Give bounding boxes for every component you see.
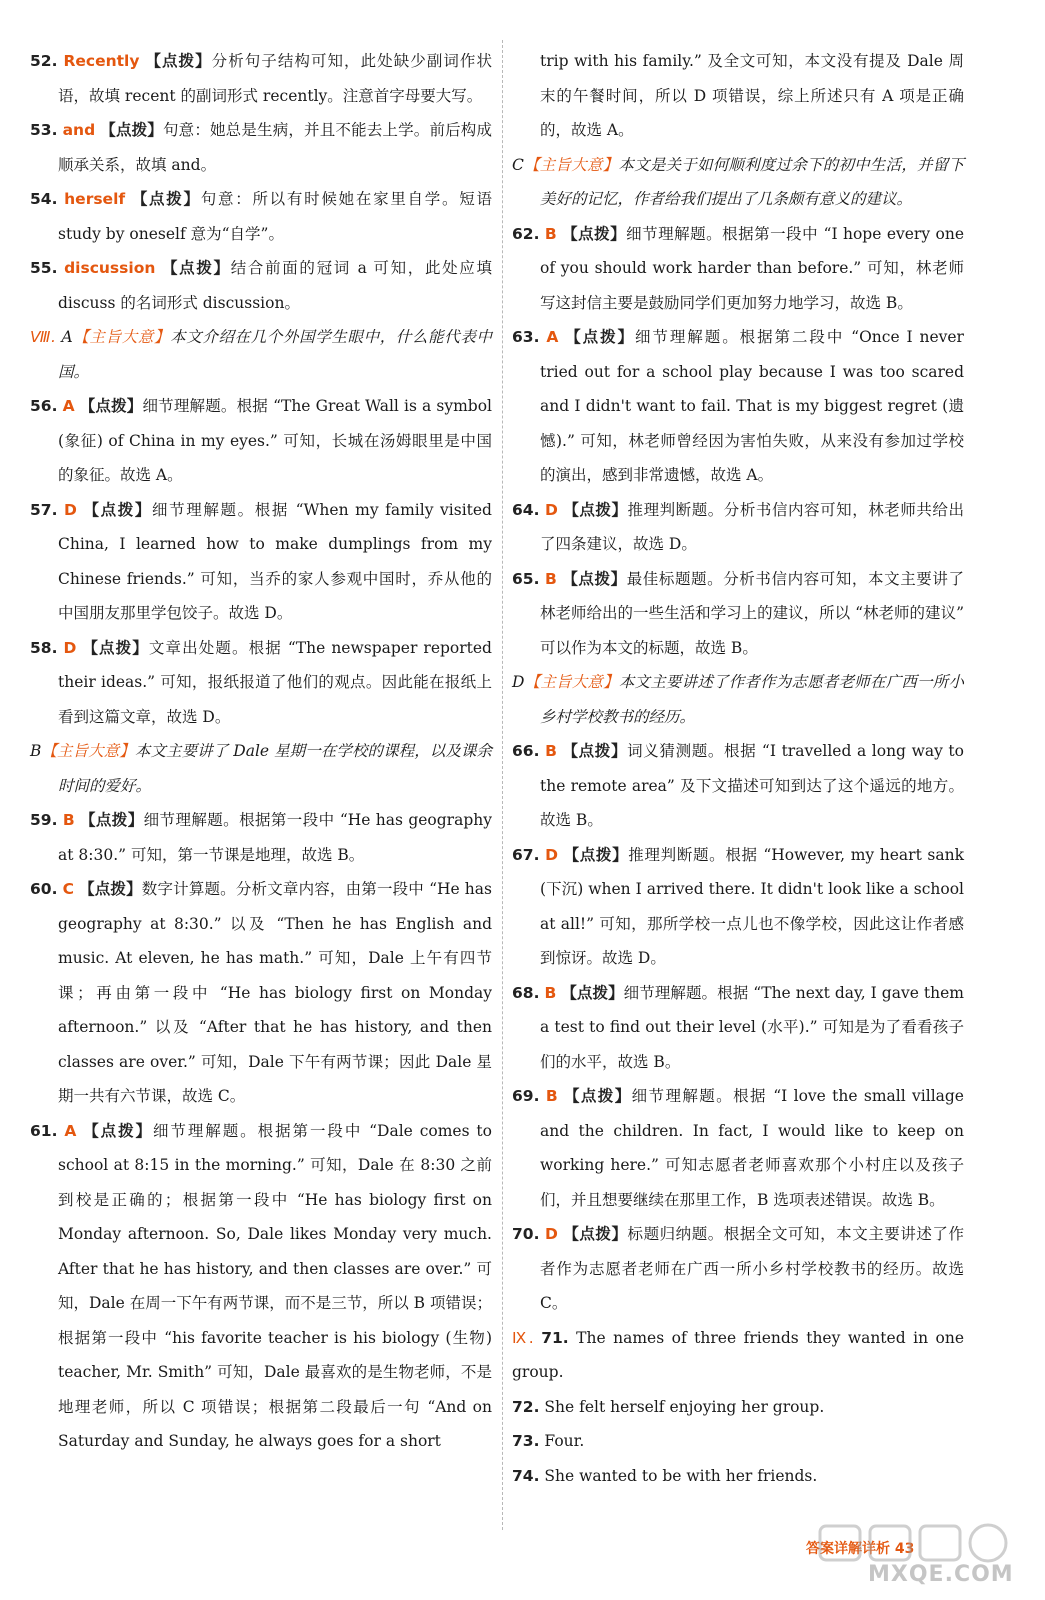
question-number: 53. xyxy=(30,121,58,139)
answer-item-71 xyxy=(512,1321,964,1390)
passage-letter: A xyxy=(61,328,73,346)
question-number: 71. xyxy=(541,1328,569,1347)
answer-item-59 xyxy=(30,803,492,872)
hint-tag: 【点拨】 xyxy=(100,121,163,139)
hint-tag: 【点拨】 xyxy=(565,328,635,346)
explanation-text: 最佳标题题。分析书信内容可知，本文主要讲了林老师给出的一些生活和学习上的建议，所以 “林老师的建议” 可以作为本文的标题，故选 B。 xyxy=(540,569,964,657)
answer-key: B xyxy=(544,569,557,588)
explanation-text: 词义猜测题。根据 “I travelled a long way to the remote area” 及下文描述可知到达了这个遥远的地方。故选 B。 xyxy=(540,742,964,829)
hint-tag: 【点拨】 xyxy=(82,638,149,657)
question-number: 65. xyxy=(512,569,540,588)
answer-item-63 xyxy=(512,320,964,493)
explanation-text: 数字计算题。分析文章内容，由第一段中 “He has geography at 8:30.” 以及 “Then he has English and music. At eleven, he has math.” 可知，Dale 上午有四节课；再由第一段中 “He has biology first on Monday afternoon.” 以及 “After that he has history, and then classes are over.” 可知，Dale 下午有两节课；因此 Dale 星期一共有六节课，故选 C。 xyxy=(58,880,492,1105)
summary-tag: 【主旨大意】 xyxy=(41,742,135,760)
explanation-text: 细节理解题。根据 “When my family visited China, I learned how to make dumplings from my Chinese friends.” 可知，当乔的家人参观中国时，乔从他的中国朋友那里学包饺子。故选 D。 xyxy=(58,500,492,622)
question-number: 62. xyxy=(512,224,540,243)
hint-tag: 【点拨】 xyxy=(562,569,627,588)
answer-key: A xyxy=(62,397,75,415)
answer-key: D xyxy=(545,845,558,864)
passage-summary-c xyxy=(512,148,964,217)
answer-item-65 xyxy=(512,562,964,666)
answer-text: The names of three friends they wanted in one group. xyxy=(512,1328,965,1381)
answer-item-61-continued xyxy=(512,44,964,148)
explanation-text: 细节理解题。根据 “The Great Wall is a symbol (象征) of China in my eyes.” 可知，长城在汤姆眼里是中国的象征。故选 A。 xyxy=(58,397,492,484)
passage-letter: B xyxy=(30,742,42,760)
answer-item-61 xyxy=(30,1114,492,1459)
summary-text: 本文介绍在几个外国学生眼中，什么能代表中国。 xyxy=(58,328,492,381)
hint-tag: 【点拨】 xyxy=(562,742,628,760)
explanation-text: 细节理解题。根据第一段中 “He has geography at 8:30.” 可知，第一节课是地理，故选 B。 xyxy=(58,811,492,864)
answer-item-74 xyxy=(512,1459,964,1494)
hint-tag: 【点拨】 xyxy=(79,811,144,829)
explanation-text: 句意：所以有时候她在家里自学。短语 study by oneself 意为“自学”。 xyxy=(58,190,492,243)
answer-key: B xyxy=(544,224,557,243)
question-number: 60. xyxy=(30,880,58,898)
explanation-text: 句意：她总是生病，并且不能去上学。前后构成顺承关系，故填 and。 xyxy=(58,121,492,174)
explanation-text: 细节理解题。根据第二段中 “Once I never tried out for a school play because I was too scared and I didn't want to fail. That is my biggest regret (遗憾).” 可知，林老师曾经因为害怕失败，从来没有参加过学校的演出，感到非常遗憾，故选 A。 xyxy=(540,328,964,484)
answer-key: D xyxy=(63,638,77,657)
summary-tag: 【主旨大意】 xyxy=(523,155,619,174)
explanation-text: 细节理解题。根据 “I love the small village and the children. In fact, I would like to keep on working here.” 可知志愿者老师喜欢那个小村庄以及孩子们，并且想要继续在那里工作，B 选项表述错误。故选 B。 xyxy=(540,1087,964,1209)
answer-item-64 xyxy=(512,493,964,562)
answer-item-58 xyxy=(30,631,492,735)
answer-key: B xyxy=(544,983,557,1002)
column-divider xyxy=(502,40,503,1530)
summary-tag: 【主旨大意】 xyxy=(524,673,619,691)
hint-tag: 【点拨】 xyxy=(563,1225,628,1243)
answer-key: B xyxy=(545,742,557,760)
answer-item-56 xyxy=(30,389,492,493)
question-number: 72. xyxy=(512,1397,540,1416)
answer-text: She wanted to be with her friends. xyxy=(544,1466,818,1485)
answer-key: D xyxy=(64,500,77,519)
hint-tag: 【点拨】 xyxy=(83,1121,153,1140)
answer-item-66 xyxy=(512,734,964,838)
question-number: 58. xyxy=(30,638,58,657)
answer-key: D xyxy=(544,500,558,519)
explanation-text: 细节理解题。根据 “The next day, I gave them a test to find out their level (水平).” 可知是为了看看孩子们的水平，故选 B。 xyxy=(540,983,964,1071)
passage-summary-viii-a xyxy=(30,320,492,389)
answer-key: A xyxy=(546,328,559,346)
summary-tag: 【主旨大意】 xyxy=(72,328,171,346)
hint-tag: 【点拨】 xyxy=(162,259,231,277)
question-number: 68. xyxy=(512,983,540,1002)
answer-item-57 xyxy=(30,493,492,631)
explanation-text: 结合前面的冠词 a 可知，此处应填 discuss 的名词形式 discussion。 xyxy=(58,259,492,312)
answer-item-69 xyxy=(512,1079,964,1217)
explanation-text: 推理判断题。分析书信内容可知，林老师共给出了四条建议，故选 D。 xyxy=(540,500,964,553)
answer-item-54 xyxy=(30,182,492,251)
answer-key: C xyxy=(62,880,74,898)
section-number: Ⅷ. xyxy=(30,328,56,346)
answer-key: D xyxy=(544,1225,558,1243)
passage-letter: C xyxy=(512,155,524,174)
question-number: 54. xyxy=(30,190,58,208)
hint-tag: 【点拨】 xyxy=(563,500,628,519)
question-number: 56. xyxy=(30,397,58,415)
right-column xyxy=(512,44,964,1493)
page-number: 43 xyxy=(894,1541,915,1557)
question-number: 59. xyxy=(30,811,58,829)
answer-key: and xyxy=(62,121,96,139)
hint-tag: 【点拨】 xyxy=(561,983,624,1002)
answer-item-52 xyxy=(30,44,492,113)
passage-letter: D xyxy=(512,673,525,691)
answer-key: discussion xyxy=(64,259,156,277)
hint-tag: 【点拨】 xyxy=(131,190,201,208)
answer-text: Four. xyxy=(544,1432,585,1450)
answer-key: B xyxy=(62,811,75,829)
question-number: 63. xyxy=(512,328,540,346)
passage-summary-d xyxy=(512,665,964,734)
answer-key: herself xyxy=(64,190,126,208)
left-column xyxy=(30,44,492,1459)
answer-key: B xyxy=(545,1087,558,1105)
answer-item-72 xyxy=(512,1390,964,1425)
summary-text: 本文是关于如何顺利度过余下的初中生活，并留下美好的记忆，作者给我们提出了几条颇有意义的建议。 xyxy=(540,155,964,208)
question-number: 66. xyxy=(512,742,540,760)
explanation-text: trip with his family.” 及全文可知，本文没有提及 Dale 周末的午餐时间，所以 D 项错误，综上所述只有 A 项是正确的，故选 A。 xyxy=(540,52,964,139)
question-number: 61. xyxy=(30,1121,58,1140)
explanation-text: 标题归纳题。根据全文可知，本文主要讲述了作者作为志愿者老师在广西一所小乡村学校教书的经历。故选 C。 xyxy=(540,1225,964,1312)
explanation-text: 分析句子结构可知，此处缺少副词作状语，故填 recent 的副词形式 recently。注意首字母要大写。 xyxy=(58,52,492,105)
passage-summary-b xyxy=(30,734,492,803)
section-number: Ⅸ. xyxy=(512,1328,534,1347)
hint-tag: 【点拨】 xyxy=(79,397,143,415)
answer-item-67 xyxy=(512,838,964,976)
question-number: 57. xyxy=(30,500,58,519)
answer-item-70 xyxy=(512,1217,964,1321)
question-number: 55. xyxy=(30,259,58,277)
question-number: 69. xyxy=(512,1087,540,1105)
explanation-text: 推理判断题。根据 “However, my heart sank (下沉) when I arrived there. It didn't look like a school at all!” 可知，那所学校一点儿也不像学校，因此这让作者感到惊讶。故选 D。 xyxy=(540,845,964,967)
question-number: 74. xyxy=(512,1466,540,1485)
question-number: 52. xyxy=(30,52,58,70)
question-number: 73. xyxy=(512,1432,540,1450)
hint-tag: 【点拨】 xyxy=(79,880,142,898)
answer-key: Recently xyxy=(63,52,140,70)
answer-item-60 xyxy=(30,872,492,1114)
answer-text: She felt herself enjoying her group. xyxy=(544,1397,825,1416)
summary-text: 本文主要讲述了作者作为志愿者老师在广西一所小乡村学校教书的经历。 xyxy=(540,673,964,726)
explanation-text: 细节理解题。根据第一段中 “I hope every one of you should work harder than before.” 可知，林老师写这封信主要是鼓励同学们更加努力地学习，故选 B。 xyxy=(540,224,964,312)
answer-key: A xyxy=(64,1121,77,1140)
hint-tag: 【点拨】 xyxy=(83,500,152,519)
question-number: 67. xyxy=(512,845,540,864)
answer-item-62 xyxy=(512,217,964,321)
watermark-text: MXQE.COM xyxy=(868,1562,1014,1587)
summary-text: 本文主要讲了 Dale 星期一在学校的课程，以及课余时间的爱好。 xyxy=(58,742,492,795)
hint-tag: 【点拨】 xyxy=(563,845,629,864)
answer-item-68 xyxy=(512,976,964,1080)
question-number: 70. xyxy=(512,1225,540,1243)
explanation-text: 文章出处题。根据 “The newspaper reported their ideas.” 可知，报纸报道了他们的观点。因此能在报纸上看到这篇文章，故选 D。 xyxy=(58,638,492,726)
answer-item-55 xyxy=(30,251,492,320)
answer-item-73 xyxy=(512,1424,964,1459)
explanation-text: 细节理解题。根据第一段中 “Dale comes to school at 8:15 in the morning.” 可知，Dale 在 8:30 之前到校是正确的；根据第一段中 “He has biology first on Monday afternoon. So, Dale likes Monday very much. After that he has history, and then classes are over.” 可知，Dale 在周一下午有两节课，而不是三节，所以 B 项错误；根据第一段中 “his favorite teacher is his biology (生物) teacher, Mr. Smith” 可知，Dale 最喜欢的是生物老师，不是地理老师，所以 C 项错误；根据第二段最后一句 “And on Saturday and Sunday, he always goes for a short xyxy=(58,1121,492,1450)
hint-tag: 【点拨】 xyxy=(145,52,212,70)
hint-tag: 【点拨】 xyxy=(563,1087,632,1105)
footer-label: 答案详解详析 xyxy=(806,1541,890,1557)
hint-tag: 【点拨】 xyxy=(562,224,627,243)
answer-item-53 xyxy=(30,113,492,182)
question-number: 64. xyxy=(512,500,540,519)
